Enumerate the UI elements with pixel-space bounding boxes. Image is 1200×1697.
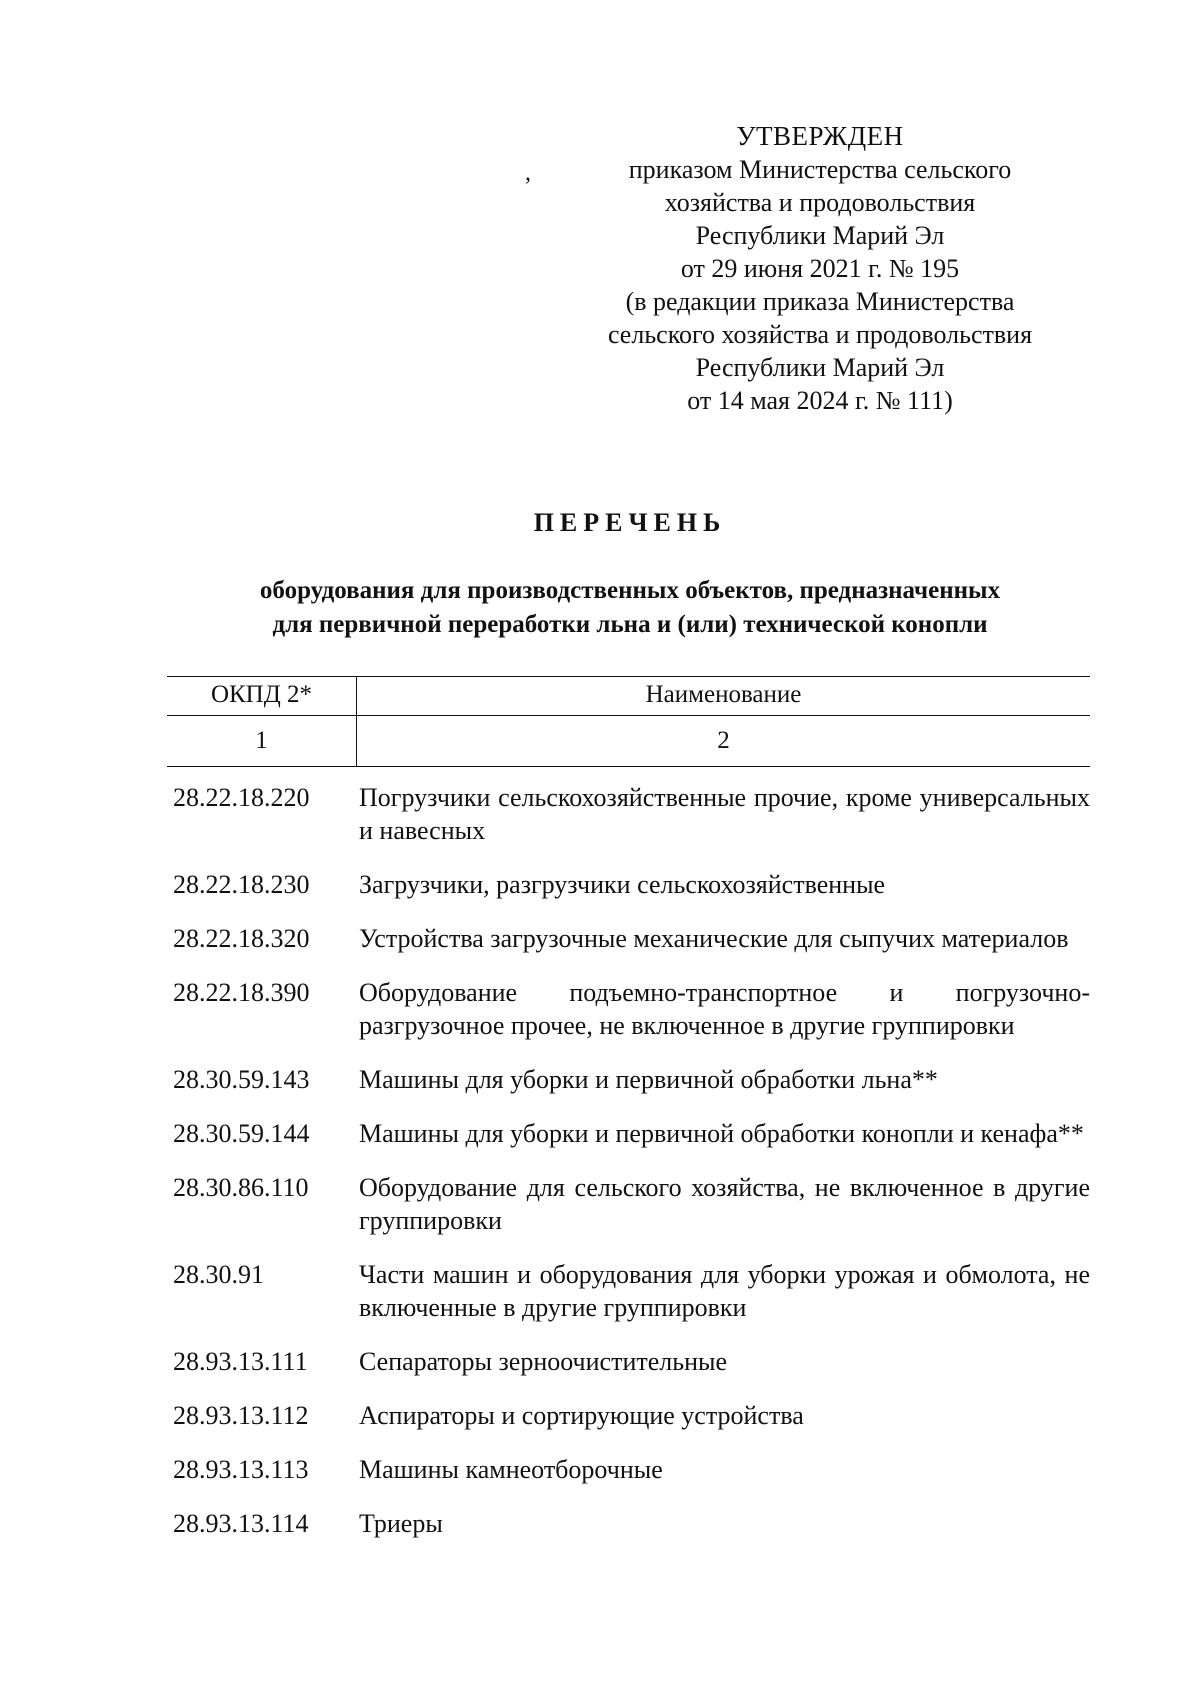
table-row [167, 922, 1090, 955]
approval-line: (в редакции приказа Министерства [625, 287, 1015, 316]
approval-line: хозяйства и продовольствия [664, 188, 976, 217]
row-code: 28.22.18.390 [173, 978, 310, 1007]
column-number-1: 1 [167, 716, 357, 766]
row-code: 28.30.59.143 [173, 1065, 310, 1094]
approval-heading: УТВЕРЖДЕН [736, 121, 904, 151]
row-name: Аспираторы и сортирующие устройства [359, 1401, 804, 1430]
document-title: ПЕРЕЧЕНЬ [533, 508, 727, 537]
row-name: Устройства загрузочные механические для сыпучих материалов [359, 924, 1069, 953]
table-row [167, 1453, 1090, 1486]
row-code: 28.93.13.114 [173, 1509, 309, 1538]
row-code: 28.30.86.110 [173, 1173, 309, 1202]
row-name: Части машин и оборудования для уборки урожая и обмолота, не включенные в другие группировки [359, 1260, 1090, 1322]
table-row [167, 1399, 1090, 1432]
row-code: 28.30.91 [173, 1260, 264, 1289]
table-row [167, 1345, 1090, 1378]
row-name: Триеры [359, 1509, 443, 1538]
stray-comma-mark: , [525, 160, 531, 186]
column-number-row [167, 716, 1090, 766]
table-row [167, 1171, 1090, 1237]
row-name: Машины для уборки и первичной обработки льна** [359, 1065, 938, 1094]
table-body [167, 781, 1090, 1540]
row-name: Оборудование подъемно-транспортное и погрузочно-разгрузочное прочее, не включенное в другие группировки [359, 978, 1090, 1040]
header-code: ОКПД 2* [167, 677, 357, 715]
row-name: Машины для уборки и первичной обработки конопли и кенафа** [359, 1119, 1084, 1148]
subtitle-line: для первичной переработки льна и (или) технической конопли [272, 611, 988, 638]
row-code: 28.30.59.144 [173, 1119, 310, 1148]
header-name: Наименование [645, 681, 802, 708]
approval-line: Республики Марий Эл [695, 221, 945, 250]
approval-line: от 29 июня 2021 г. № 195 [680, 254, 960, 283]
row-code: 28.93.13.113 [173, 1455, 309, 1484]
approval-line: Республики Марий Эл [695, 353, 945, 382]
row-name: Сепараторы зерноочистительные [359, 1347, 728, 1376]
subtitle-line: оборудования для производственных объектов, предназначенных [259, 577, 1001, 604]
row-code: 28.22.18.220 [173, 783, 310, 812]
row-code: 28.22.18.320 [173, 924, 310, 953]
table-row [167, 1063, 1090, 1096]
column-number-2: 2 [717, 727, 730, 754]
approval-stamp [560, 120, 1080, 417]
row-code: 28.22.18.230 [173, 870, 310, 899]
header-row [167, 677, 1090, 716]
approval-line: сельского хозяйства и продовольствия [607, 320, 1033, 349]
table-row [167, 1117, 1090, 1150]
approval-line: приказом Министерства сельского [628, 155, 1012, 184]
row-name: Погрузчики сельскохозяйственные прочие, кроме универсальных и навесных [359, 783, 1090, 845]
table-row [167, 1507, 1090, 1540]
row-code: 28.93.13.111 [173, 1347, 308, 1376]
table-row [167, 868, 1090, 901]
document-subtitle [160, 574, 1100, 642]
table-row [167, 1258, 1090, 1324]
equipment-table [167, 676, 1090, 1561]
table-header [167, 676, 1090, 767]
row-name: Машины камнеотборочные [359, 1455, 663, 1484]
row-code: 28.93.13.112 [173, 1401, 309, 1430]
table-row [167, 781, 1090, 847]
row-name: Загрузчики, разгрузчики сельскохозяйственные [359, 870, 886, 899]
approval-line: от 14 мая 2024 г. № 111) [687, 386, 953, 415]
row-name: Оборудование для сельского хозяйства, не включенное в другие группировки [359, 1173, 1090, 1235]
table-row [167, 976, 1090, 1042]
